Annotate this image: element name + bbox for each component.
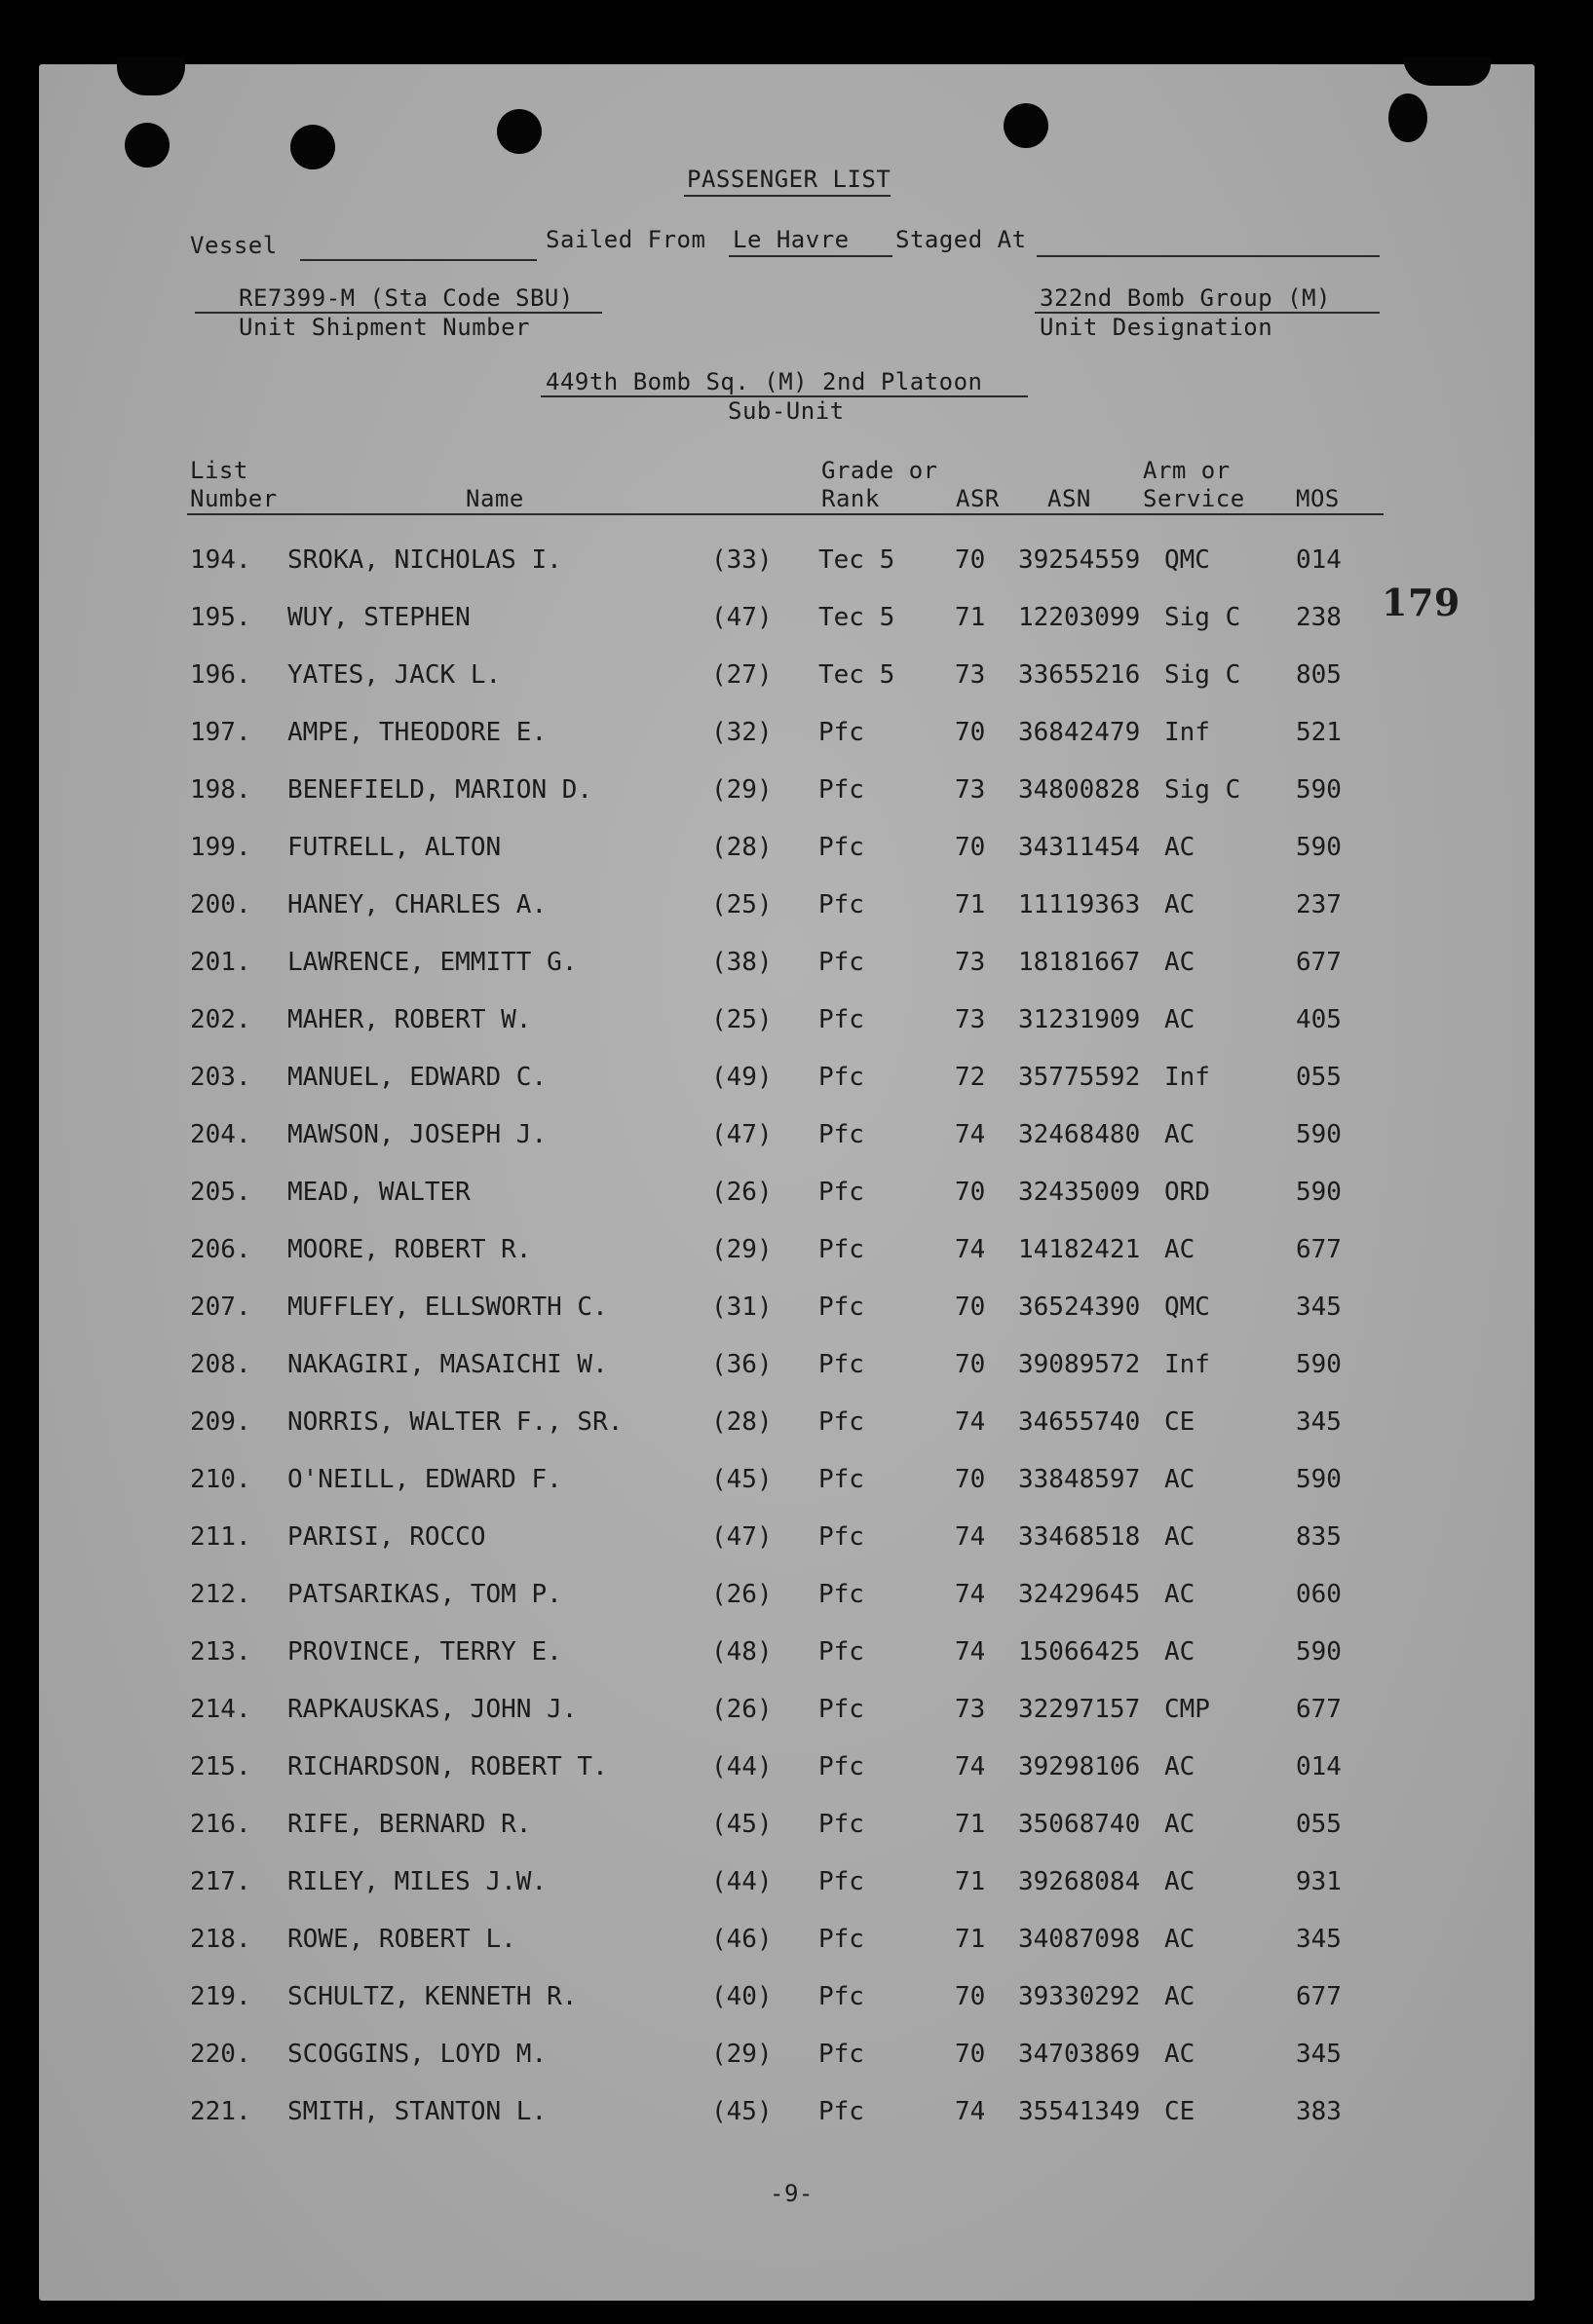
- row-arm: AC: [1164, 1752, 1195, 1781]
- row-list-number: 196.: [190, 660, 251, 690]
- row-mos: 805: [1296, 660, 1342, 690]
- row-mos: 590: [1296, 1637, 1342, 1667]
- row-asn: 34087098: [1018, 1925, 1141, 1954]
- row-grade: Pfc: [818, 948, 864, 977]
- row-asn: 35541349: [1018, 2097, 1141, 2126]
- table-row: [39, 1407, 1535, 1446]
- sub-unit-label: Sub-Unit: [728, 397, 845, 425]
- row-grade: Pfc: [818, 890, 864, 919]
- row-mos: 590: [1296, 833, 1342, 862]
- page-number: -9-: [770, 2180, 814, 2207]
- row-grade: Pfc: [818, 1867, 864, 1896]
- row-asr: 72: [955, 1063, 986, 1092]
- table-row: [39, 1637, 1535, 1676]
- row-age: (44): [711, 1752, 773, 1781]
- row-age: (36): [711, 1350, 773, 1379]
- row-age: (33): [711, 545, 773, 575]
- row-asr: 74: [955, 1580, 986, 1609]
- row-mos: 590: [1296, 1465, 1342, 1494]
- row-list-number: 206.: [190, 1235, 251, 1264]
- row-asr: 74: [955, 1637, 986, 1667]
- row-name: RAPKAUSKAS, JOHN J.: [287, 1695, 578, 1724]
- row-asn: 34655740: [1018, 1407, 1141, 1437]
- row-name: NAKAGIRI, MASAICHI W.: [287, 1350, 608, 1379]
- row-age: (40): [711, 1982, 773, 2011]
- table-row: [39, 1063, 1535, 1102]
- row-age: (47): [711, 1120, 773, 1149]
- row-asr: 70: [955, 2040, 986, 2069]
- unit-shipment-number-label: Unit Shipment Number: [239, 314, 530, 341]
- row-grade: Pfc: [818, 1925, 864, 1954]
- row-grade: Pfc: [818, 1407, 864, 1437]
- row-age: (46): [711, 1925, 773, 1954]
- row-grade: Pfc: [818, 1235, 864, 1264]
- row-list-number: 197.: [190, 718, 251, 747]
- row-list-number: 205.: [190, 1178, 251, 1207]
- table-row: [39, 1522, 1535, 1561]
- row-list-number: 215.: [190, 1752, 251, 1781]
- row-mos: 677: [1296, 1695, 1342, 1724]
- row-list-number: 199.: [190, 833, 251, 862]
- row-name: MANUEL, EDWARD C.: [287, 1063, 548, 1092]
- sailed-from-value: Le Havre: [733, 226, 850, 253]
- row-asr: 73: [955, 1695, 986, 1724]
- row-list-number: 212.: [190, 1580, 251, 1609]
- row-name: RIFE, BERNARD R.: [287, 1810, 532, 1839]
- row-asr: 74: [955, 1522, 986, 1552]
- row-asn: 34703869: [1018, 2040, 1141, 2069]
- col-mos: MOS: [1296, 485, 1340, 512]
- row-grade: Pfc: [818, 1063, 864, 1092]
- row-name: PROVINCE, TERRY E.: [287, 1637, 562, 1667]
- row-mos: 931: [1296, 1867, 1342, 1896]
- row-asr: 74: [955, 1407, 986, 1437]
- row-arm: CE: [1164, 1407, 1195, 1437]
- row-grade: Pfc: [818, 718, 864, 747]
- table-row: [39, 1005, 1535, 1044]
- row-asn: 33848597: [1018, 1465, 1141, 1494]
- col-asn: ASN: [1047, 485, 1091, 512]
- row-asn: 14182421: [1018, 1235, 1141, 1264]
- row-list-number: 214.: [190, 1695, 251, 1724]
- table-row: [39, 1235, 1535, 1274]
- row-list-number: 207.: [190, 1293, 251, 1322]
- row-mos: 405: [1296, 1005, 1342, 1034]
- col-grade-1: Grade or: [821, 457, 938, 484]
- row-name: PATSARIKAS, TOM P.: [287, 1580, 562, 1609]
- margin-note: 179: [1382, 581, 1460, 624]
- row-mos: 014: [1296, 1752, 1342, 1781]
- row-asn: 15066425: [1018, 1637, 1141, 1667]
- row-age: (32): [711, 718, 773, 747]
- document-page: [39, 64, 1535, 2301]
- staged-at-label: Staged At: [895, 226, 1027, 253]
- row-arm: AC: [1164, 1005, 1195, 1034]
- row-arm: AC: [1164, 1465, 1195, 1494]
- row-asn: 12203099: [1018, 603, 1141, 632]
- torn-corner: [1403, 56, 1491, 86]
- row-arm: AC: [1164, 890, 1195, 919]
- col-asr: ASR: [956, 485, 1000, 512]
- row-grade: Pfc: [818, 1637, 864, 1667]
- row-age: (45): [711, 1810, 773, 1839]
- row-name: WUY, STEPHEN: [287, 603, 471, 632]
- col-grade-2: Rank: [821, 485, 880, 512]
- table-row: [39, 2040, 1535, 2079]
- row-asr: 74: [955, 1235, 986, 1264]
- row-list-number: 204.: [190, 1120, 251, 1149]
- punch-hole: [497, 109, 542, 154]
- row-arm: Sig C: [1164, 660, 1241, 690]
- row-arm: AC: [1164, 1925, 1195, 1954]
- table-row: [39, 1350, 1535, 1389]
- table-row: [39, 775, 1535, 814]
- row-asr: 70: [955, 1982, 986, 2011]
- table-row: [39, 890, 1535, 929]
- table-row: [39, 718, 1535, 757]
- row-arm: AC: [1164, 1810, 1195, 1839]
- row-age: (26): [711, 1695, 773, 1724]
- row-list-number: 201.: [190, 948, 251, 977]
- row-list-number: 218.: [190, 1925, 251, 1954]
- row-name: LAWRENCE, EMMITT G.: [287, 948, 578, 977]
- row-list-number: 198.: [190, 775, 251, 805]
- col-name: Name: [466, 485, 524, 512]
- row-age: (25): [711, 890, 773, 919]
- row-age: (45): [711, 2097, 773, 2126]
- row-age: (26): [711, 1580, 773, 1609]
- row-name: MUFFLEY, ELLSWORTH C.: [287, 1293, 608, 1322]
- row-grade: Pfc: [818, 1580, 864, 1609]
- row-mos: 590: [1296, 1178, 1342, 1207]
- staged-at-blank: [1037, 255, 1380, 257]
- row-name: MAWSON, JOSEPH J.: [287, 1120, 548, 1149]
- row-arm: Inf: [1164, 718, 1210, 747]
- sailed-from-label: Sailed From: [546, 226, 706, 253]
- row-arm: QMC: [1164, 1293, 1210, 1322]
- punch-hole: [290, 125, 335, 169]
- table-row: [39, 1120, 1535, 1159]
- row-arm: AC: [1164, 1580, 1195, 1609]
- row-name: SCHULTZ, KENNETH R.: [287, 1982, 578, 2011]
- row-mos: 055: [1296, 1063, 1342, 1092]
- row-age: (44): [711, 1867, 773, 1896]
- table-row: [39, 1982, 1535, 2021]
- row-list-number: 211.: [190, 1522, 251, 1552]
- table-row: [39, 2097, 1535, 2136]
- row-arm: AC: [1164, 2040, 1195, 2069]
- row-arm: AC: [1164, 833, 1195, 862]
- table-row: [39, 1925, 1535, 1964]
- table-row: [39, 603, 1535, 642]
- row-arm: CMP: [1164, 1695, 1210, 1724]
- row-list-number: 209.: [190, 1407, 251, 1437]
- row-grade: Pfc: [818, 1695, 864, 1724]
- row-list-number: 195.: [190, 603, 251, 632]
- row-name: RICHARDSON, ROBERT T.: [287, 1752, 608, 1781]
- row-list-number: 194.: [190, 545, 251, 575]
- row-asn: 32429645: [1018, 1580, 1141, 1609]
- row-asn: 36524390: [1018, 1293, 1141, 1322]
- row-asr: 70: [955, 1178, 986, 1207]
- row-asr: 71: [955, 1867, 986, 1896]
- row-name: HANEY, CHARLES A.: [287, 890, 548, 919]
- row-asr: 74: [955, 1752, 986, 1781]
- row-grade: Tec 5: [818, 660, 895, 690]
- row-arm: AC: [1164, 1522, 1195, 1552]
- row-asn: 11119363: [1018, 890, 1141, 919]
- row-arm: Inf: [1164, 1063, 1210, 1092]
- row-name: NORRIS, WALTER F., SR.: [287, 1407, 624, 1437]
- row-arm: AC: [1164, 1867, 1195, 1896]
- row-asr: 70: [955, 718, 986, 747]
- row-mos: 677: [1296, 1235, 1342, 1264]
- row-grade: Pfc: [818, 2040, 864, 2069]
- row-grade: Pfc: [818, 1293, 864, 1322]
- row-grade: Tec 5: [818, 545, 895, 575]
- row-asn: 34800828: [1018, 775, 1141, 805]
- row-mos: 677: [1296, 948, 1342, 977]
- row-arm: AC: [1164, 1235, 1195, 1264]
- row-age: (27): [711, 660, 773, 690]
- row-mos: 590: [1296, 775, 1342, 805]
- table-row: [39, 545, 1535, 584]
- row-grade: Tec 5: [818, 603, 895, 632]
- row-mos: 055: [1296, 1810, 1342, 1839]
- row-arm: AC: [1164, 1637, 1195, 1667]
- row-mos: 677: [1296, 1982, 1342, 2011]
- row-age: (45): [711, 1465, 773, 1494]
- row-age: (26): [711, 1178, 773, 1207]
- row-grade: Pfc: [818, 1350, 864, 1379]
- row-age: (48): [711, 1637, 773, 1667]
- row-list-number: 200.: [190, 890, 251, 919]
- row-arm: QMC: [1164, 545, 1210, 575]
- row-list-number: 202.: [190, 1005, 251, 1034]
- row-asn: 35775592: [1018, 1063, 1141, 1092]
- row-asn: 32468480: [1018, 1120, 1141, 1149]
- row-asn: 18181667: [1018, 948, 1141, 977]
- row-grade: Pfc: [818, 1522, 864, 1552]
- row-age: (29): [711, 1235, 773, 1264]
- row-name: BENEFIELD, MARION D.: [287, 775, 593, 805]
- row-age: (28): [711, 833, 773, 862]
- row-mos: 060: [1296, 1580, 1342, 1609]
- row-arm: AC: [1164, 1120, 1195, 1149]
- row-asr: 74: [955, 1120, 986, 1149]
- row-name: MAHER, ROBERT W.: [287, 1005, 532, 1034]
- row-age: (25): [711, 1005, 773, 1034]
- row-age: (29): [711, 2040, 773, 2069]
- row-asn: 32297157: [1018, 1695, 1141, 1724]
- row-list-number: 217.: [190, 1867, 251, 1896]
- row-asn: 39268084: [1018, 1867, 1141, 1896]
- row-grade: Pfc: [818, 1178, 864, 1207]
- row-age: (31): [711, 1293, 773, 1322]
- row-name: FUTRELL, ALTON: [287, 833, 502, 862]
- row-name: RILEY, MILES J.W.: [287, 1867, 548, 1896]
- col-list-number-2: Number: [190, 485, 278, 512]
- row-asr: 73: [955, 948, 986, 977]
- row-name: AMPE, THEODORE E.: [287, 718, 548, 747]
- row-age: (28): [711, 1407, 773, 1437]
- col-list-number-1: List: [190, 457, 248, 484]
- row-name: ROWE, ROBERT L.: [287, 1925, 516, 1954]
- row-mos: 383: [1296, 2097, 1342, 2126]
- row-list-number: 203.: [190, 1063, 251, 1092]
- row-asr: 73: [955, 775, 986, 805]
- row-name: SROKA, NICHOLAS I.: [287, 545, 562, 575]
- row-mos: 014: [1296, 545, 1342, 575]
- vessel-blank: [300, 259, 537, 261]
- row-grade: Pfc: [818, 1120, 864, 1149]
- row-asr: 70: [955, 1293, 986, 1322]
- row-arm: Inf: [1164, 1350, 1210, 1379]
- table-row: [39, 1293, 1535, 1331]
- col-arm-1: Arm or: [1143, 457, 1231, 484]
- row-asn: 33468518: [1018, 1522, 1141, 1552]
- row-asn: 39089572: [1018, 1350, 1141, 1379]
- row-asr: 70: [955, 833, 986, 862]
- row-arm: AC: [1164, 948, 1195, 977]
- row-grade: Pfc: [818, 1810, 864, 1839]
- sailed-from-underline: [729, 255, 892, 257]
- table-row: [39, 1178, 1535, 1217]
- row-mos: 237: [1296, 890, 1342, 919]
- row-list-number: 221.: [190, 2097, 251, 2126]
- row-asr: 71: [955, 603, 986, 632]
- row-list-number: 210.: [190, 1465, 251, 1494]
- row-mos: 590: [1296, 1350, 1342, 1379]
- vessel-label: Vessel: [190, 232, 278, 259]
- row-mos: 238: [1296, 603, 1342, 632]
- row-list-number: 208.: [190, 1350, 251, 1379]
- row-age: (47): [711, 603, 773, 632]
- row-asn: 39298106: [1018, 1752, 1141, 1781]
- row-asr: 70: [955, 545, 986, 575]
- unit-designation-value: 322nd Bomb Group (M): [1040, 284, 1331, 312]
- row-grade: Pfc: [818, 2097, 864, 2126]
- torn-corner: [117, 56, 185, 95]
- punch-hole: [1004, 103, 1048, 148]
- row-arm: Sig C: [1164, 603, 1241, 632]
- row-list-number: 219.: [190, 1982, 251, 2011]
- row-asn: 36842479: [1018, 718, 1141, 747]
- title-underline: [684, 195, 891, 197]
- row-asn: 35068740: [1018, 1810, 1141, 1839]
- table-row: [39, 660, 1535, 699]
- row-asr: 71: [955, 1925, 986, 1954]
- row-arm: Sig C: [1164, 775, 1241, 805]
- row-list-number: 216.: [190, 1810, 251, 1839]
- row-mos: 590: [1296, 1120, 1342, 1149]
- row-list-number: 220.: [190, 2040, 251, 2069]
- row-age: (29): [711, 775, 773, 805]
- row-list-number: 213.: [190, 1637, 251, 1667]
- row-arm: CE: [1164, 2097, 1195, 2126]
- row-asn: 34311454: [1018, 833, 1141, 862]
- row-age: (47): [711, 1522, 773, 1552]
- row-arm: AC: [1164, 1982, 1195, 2011]
- row-asn: 31231909: [1018, 1005, 1141, 1034]
- row-mos: 521: [1296, 718, 1342, 747]
- row-name: SMITH, STANTON L.: [287, 2097, 548, 2126]
- row-asr: 71: [955, 890, 986, 919]
- table-row: [39, 1695, 1535, 1734]
- row-name: YATES, JACK L.: [287, 660, 502, 690]
- row-grade: Pfc: [818, 1005, 864, 1034]
- row-mos: 345: [1296, 2040, 1342, 2069]
- row-name: SCOGGINS, LOYD M.: [287, 2040, 548, 2069]
- row-asn: 32435009: [1018, 1178, 1141, 1207]
- row-asr: 74: [955, 2097, 986, 2126]
- row-mos: 835: [1296, 1522, 1342, 1552]
- row-mos: 345: [1296, 1407, 1342, 1437]
- row-grade: Pfc: [818, 1982, 864, 2011]
- unit-designation-label: Unit Designation: [1040, 314, 1273, 341]
- table-row: [39, 1580, 1535, 1619]
- punch-hole: [125, 123, 170, 168]
- unit-shipment-number-value: RE7399-M (Sta Code SBU): [239, 284, 574, 312]
- row-name: MEAD, WALTER: [287, 1178, 471, 1207]
- table-row: [39, 1752, 1535, 1791]
- row-name: MOORE, ROBERT R.: [287, 1235, 532, 1264]
- row-asr: 71: [955, 1810, 986, 1839]
- table-row: [39, 1810, 1535, 1849]
- row-asn: 39254559: [1018, 545, 1141, 575]
- row-age: (49): [711, 1063, 773, 1092]
- row-grade: Pfc: [818, 833, 864, 862]
- table-row: [39, 948, 1535, 987]
- col-arm-2: Service: [1143, 485, 1245, 512]
- row-grade: Pfc: [818, 775, 864, 805]
- row-name: PARISI, ROCCO: [287, 1522, 486, 1552]
- table-row: [39, 1867, 1535, 1906]
- row-age: (38): [711, 948, 773, 977]
- row-asn: 33655216: [1018, 660, 1141, 690]
- page-title: PASSENGER LIST: [687, 166, 891, 193]
- row-asr: 73: [955, 660, 986, 690]
- row-name: O'NEILL, EDWARD F.: [287, 1465, 562, 1494]
- row-mos: 345: [1296, 1925, 1342, 1954]
- row-asr: 70: [955, 1465, 986, 1494]
- table-row: [39, 833, 1535, 872]
- row-grade: Pfc: [818, 1752, 864, 1781]
- row-arm: ORD: [1164, 1178, 1210, 1207]
- row-asn: 39330292: [1018, 1982, 1141, 2011]
- row-grade: Pfc: [818, 1465, 864, 1494]
- table-row: [39, 1465, 1535, 1504]
- sub-unit-value: 449th Bomb Sq. (M) 2nd Platoon: [546, 368, 983, 395]
- header-rule: [187, 513, 1384, 515]
- row-mos: 345: [1296, 1293, 1342, 1322]
- row-asr: 70: [955, 1350, 986, 1379]
- row-asr: 73: [955, 1005, 986, 1034]
- punch-hole: [1388, 94, 1427, 142]
